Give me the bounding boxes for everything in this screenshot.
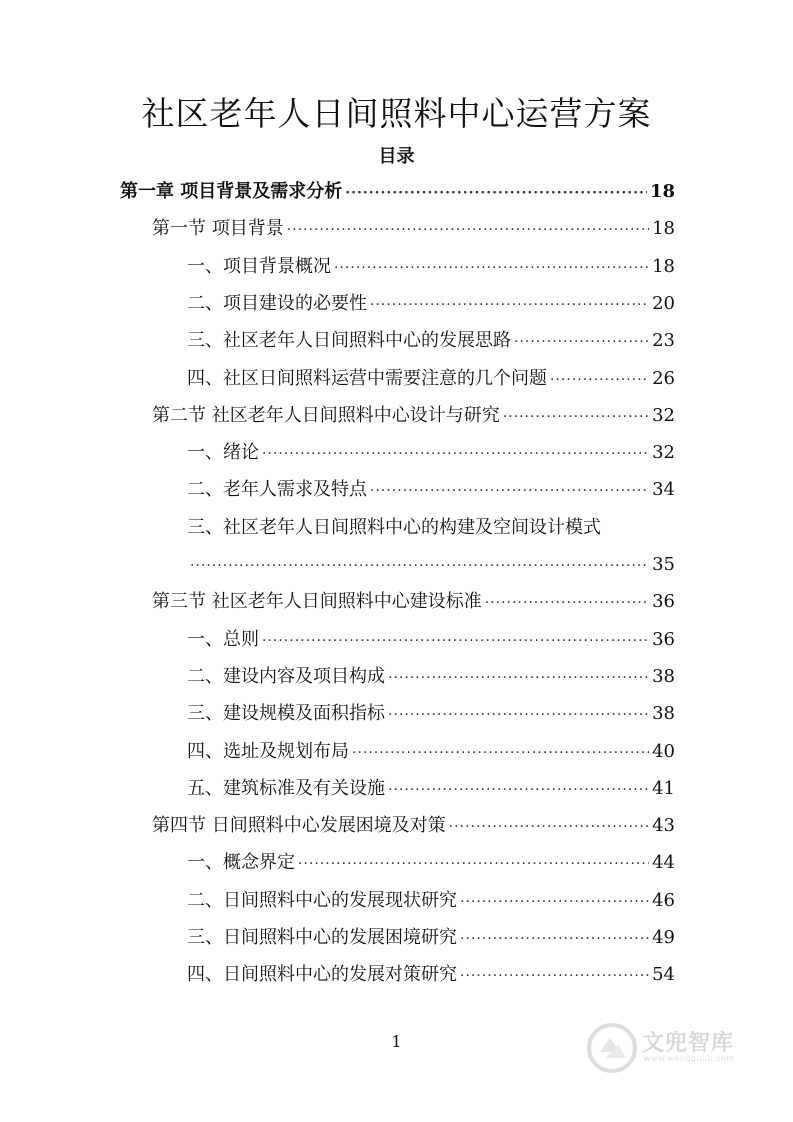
toc-entry-page: 18: [649, 181, 675, 202]
toc-dot-leader: [460, 923, 649, 955]
toc-dot-leader: [262, 438, 649, 470]
toc-entry-page: 36: [652, 628, 675, 650]
watermark-logo-icon: [586, 1022, 638, 1074]
toc-dot-leader: [388, 774, 649, 806]
toc-dot-leader: [388, 699, 649, 731]
toc-entry-page: 26: [652, 367, 675, 389]
toc-entry-page: 40: [652, 740, 675, 762]
toc-entry-label: 第四节 日间照料中心发展困境及对策: [152, 815, 446, 837]
toc-entry-label: 三、日间照料中心的发展困境研究: [187, 927, 457, 948]
page-number: 1: [391, 1032, 402, 1051]
toc-entry-label: 第一节 项目背景: [152, 218, 284, 240]
toc-entry[interactable]: [187, 698, 675, 730]
toc-dot-leader: [550, 364, 649, 396]
toc-dot-leader: [352, 737, 649, 769]
toc-entry[interactable]: [187, 363, 675, 395]
toc-entry-label: 二、老年人需求及特点: [187, 479, 367, 501]
toc-entry-page: 32: [652, 404, 675, 426]
toc-dot-leader: [460, 960, 649, 992]
toc-entry[interactable]: [187, 959, 675, 991]
toc-entry[interactable]: [152, 810, 675, 842]
toc-entry[interactable]: [187, 437, 675, 469]
toc-entry-label: 三、社区老年人日间照料中心的发展思路: [187, 330, 511, 352]
toc-entry[interactable]: [187, 736, 675, 768]
toc-entry-label: 二、建设内容及项目构成: [187, 665, 385, 687]
toc-entry-page: 46: [652, 889, 675, 911]
toc-entry-label: 一、项目背景概况: [187, 255, 331, 277]
toc-entry-page: 49: [652, 927, 675, 948]
toc-entry-label: 三、社区老年人日间照料中心的构建及空间设计模式: [187, 516, 601, 538]
toc-entry[interactable]: [187, 512, 675, 544]
watermark-text: 文兜智库: [642, 1031, 735, 1056]
toc-dot-leader: [485, 587, 649, 619]
toc-entry[interactable]: [187, 661, 675, 693]
toc-entry-label: 四、选址及规划布局: [187, 740, 349, 762]
toc-heading: 目录: [378, 146, 415, 167]
toc-dot-leader: [370, 475, 649, 507]
toc-entry[interactable]: [187, 624, 675, 656]
toc-entry-page: 23: [652, 330, 675, 352]
toc-entry[interactable]: [187, 847, 675, 879]
toc-entry-label: 一、总则: [187, 628, 259, 650]
toc-entry[interactable]: [152, 586, 675, 618]
toc-entry-page: 44: [652, 852, 675, 874]
toc-entry-page: 32: [652, 442, 675, 464]
toc-entry-label: 第三节 社区老年人日间照料中心建设标准: [152, 591, 482, 613]
toc-entry[interactable]: [187, 474, 675, 506]
toc-entry-label: 四、社区日间照料运营中需要注意的几个问题: [187, 367, 547, 389]
toc-dot-leader: [345, 177, 647, 209]
toc-entry-page: 20: [652, 292, 675, 314]
toc-dot-leader: [262, 625, 649, 657]
toc-entry[interactable]: [187, 288, 675, 320]
watermark-subtext: www.wendoulib.com: [644, 1054, 735, 1063]
toc-entry-label: 第二节 社区老年人日间照料中心设计与研究: [152, 404, 500, 426]
toc-entry-label: 五、建筑标准及有关设施: [187, 777, 385, 799]
toc-dot-leader: [370, 289, 649, 321]
toc-entry[interactable]: [187, 773, 675, 805]
toc-entry[interactable]: [187, 549, 675, 581]
toc-entry-label: 一、概念界定: [187, 852, 295, 874]
toc-entry-page: 36: [652, 591, 675, 613]
toc-entry[interactable]: [152, 213, 675, 245]
toc-dot-leader: [298, 848, 649, 880]
toc-dot-leader: [388, 662, 649, 694]
toc-dot-leader: [514, 326, 649, 358]
toc-entry-label: 一、绪论: [187, 442, 259, 464]
watermark: [586, 1018, 756, 1078]
toc-dot-leader: [287, 214, 649, 246]
toc-entry-page: 41: [652, 777, 675, 799]
toc-entry-label: 第一章 项目背景及需求分析: [120, 181, 343, 202]
toc-entry-page: 38: [652, 665, 675, 687]
toc-entry-page: 38: [652, 703, 675, 725]
toc-entry-page: 54: [652, 964, 675, 986]
toc-entry-label: 二、日间照料中心的发展现状研究: [187, 889, 457, 911]
toc-entry[interactable]: [187, 922, 675, 954]
toc-entry[interactable]: [120, 176, 675, 208]
toc-entry-label: 二、项目建设的必要性: [187, 292, 367, 314]
toc-entry-label: 三、建设规模及面积指标: [187, 703, 385, 725]
toc-entry[interactable]: [187, 325, 675, 357]
toc-entry-page: 35: [652, 554, 675, 575]
toc-entry[interactable]: [152, 400, 675, 432]
document-title: 社区老年人日间照料中心运营方案: [141, 94, 652, 133]
toc-entry-page: 34: [652, 479, 675, 501]
toc-entry[interactable]: [187, 885, 675, 917]
toc-entry-page: 18: [652, 255, 675, 277]
toc-dot-leader: [460, 886, 649, 918]
toc-dot-leader: [190, 550, 649, 582]
toc-dot-leader: [334, 252, 649, 284]
toc-dot-leader: [503, 401, 649, 433]
toc-entry-label: 四、日间照料中心的发展对策研究: [187, 964, 457, 986]
toc-entry-page: 18: [652, 218, 675, 240]
toc-dot-leader: [449, 811, 649, 843]
toc-entry-page: 43: [652, 815, 675, 837]
toc-entry[interactable]: [187, 251, 675, 283]
